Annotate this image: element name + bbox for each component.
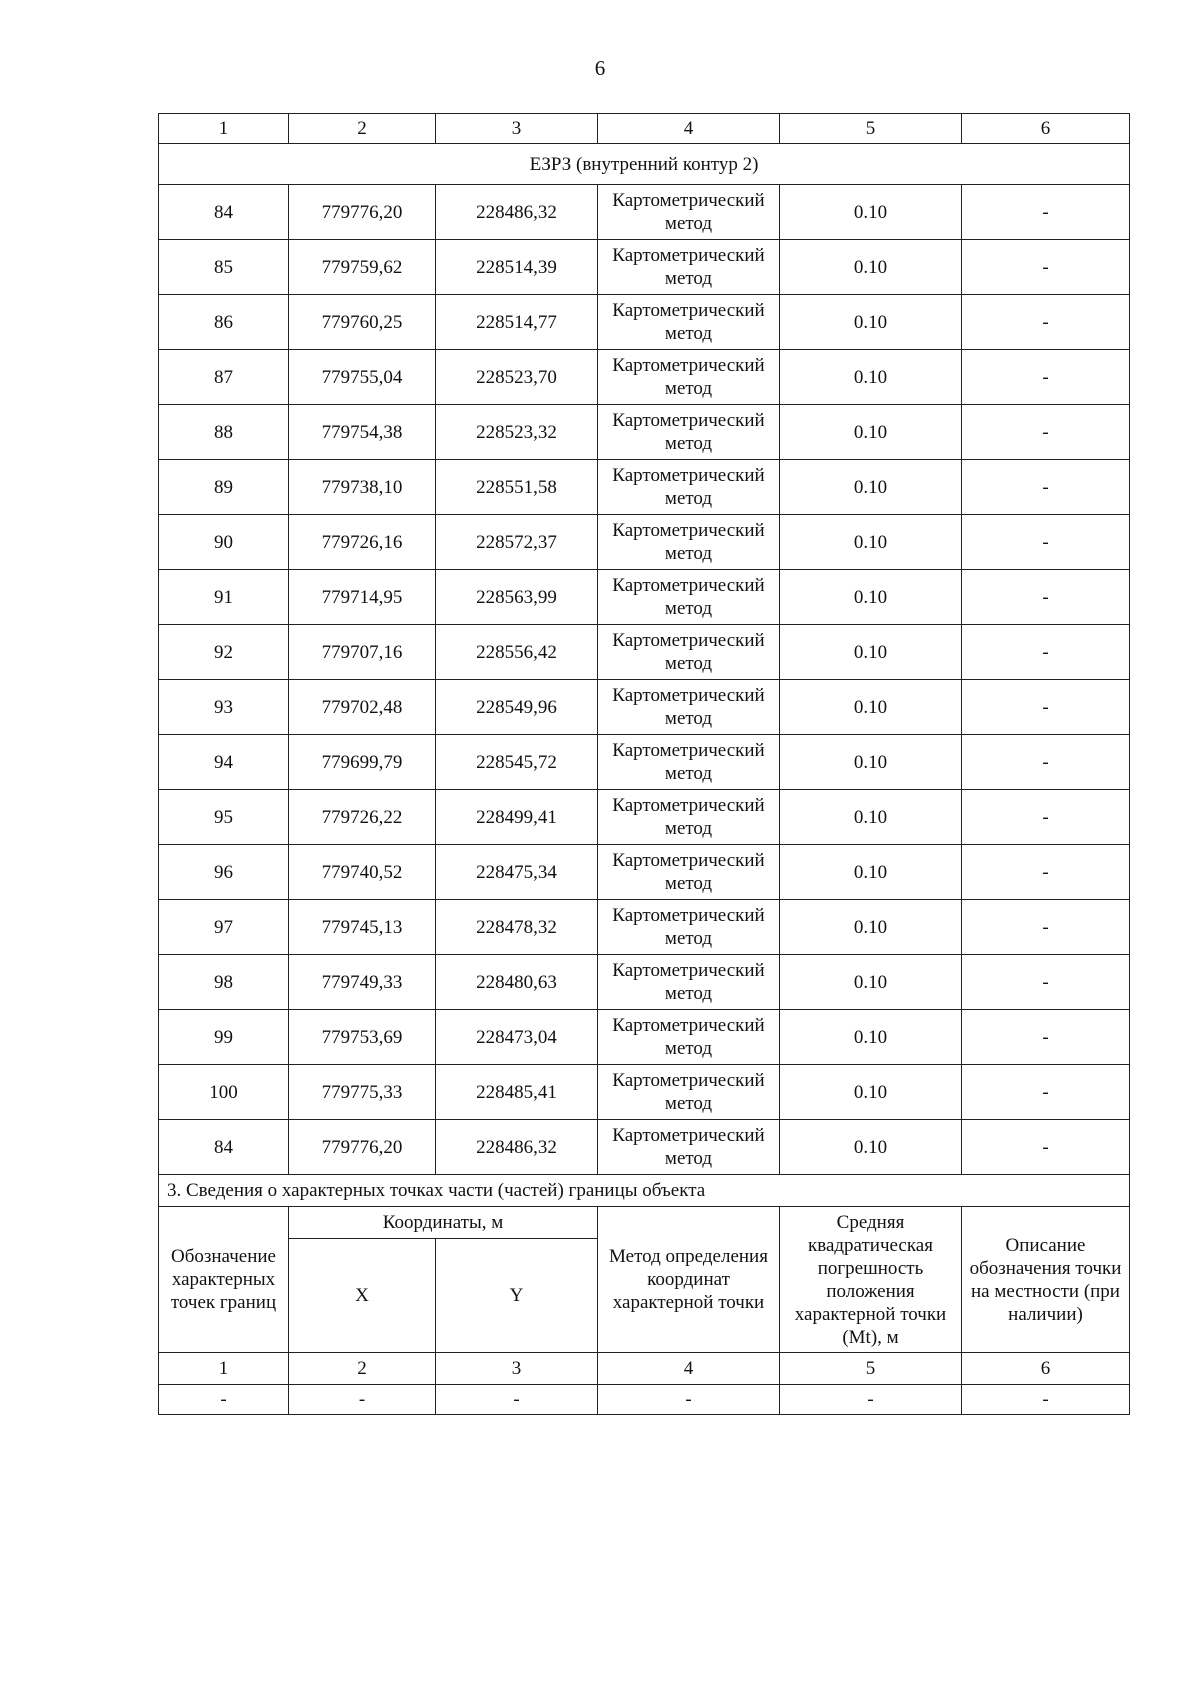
table-row xyxy=(159,680,1130,735)
description: - xyxy=(962,1065,1130,1120)
column-number: 6 xyxy=(962,114,1130,144)
section3-column-number-row xyxy=(159,1353,1130,1385)
point-id: 99 xyxy=(159,1010,289,1065)
coord-y: 228485,41 xyxy=(436,1065,598,1120)
coord-x: 779776,20 xyxy=(289,1120,436,1175)
point-id: 98 xyxy=(159,955,289,1010)
description: - xyxy=(962,790,1130,845)
coord-x: 779707,16 xyxy=(289,625,436,680)
point-id: 94 xyxy=(159,735,289,790)
accuracy-mt: 0.10 xyxy=(780,350,962,405)
section-title-row xyxy=(159,144,1130,185)
table-row xyxy=(159,240,1130,295)
method: Картометрический метод xyxy=(598,845,780,900)
coord-x: 779760,25 xyxy=(289,295,436,350)
column-number: 3 xyxy=(436,114,598,144)
coord-x: 779726,22 xyxy=(289,790,436,845)
point-id: 84 xyxy=(159,1120,289,1175)
method: Картометрический метод xyxy=(598,240,780,295)
accuracy-mt: 0.10 xyxy=(780,790,962,845)
coord-x: 779754,38 xyxy=(289,405,436,460)
column-number: 4 xyxy=(598,114,780,144)
header-mt: Средняя квадратическая погрешность положения характерной точки (Mt), м xyxy=(780,1207,962,1353)
accuracy-mt: 0.10 xyxy=(780,845,962,900)
coord-x: 779726,16 xyxy=(289,515,436,570)
accuracy-mt: 0.10 xyxy=(780,405,962,460)
point-id: 89 xyxy=(159,460,289,515)
point-id: 91 xyxy=(159,570,289,625)
coord-y: 228473,04 xyxy=(436,1010,598,1065)
coord-y: 228486,32 xyxy=(436,185,598,240)
description: - xyxy=(962,295,1130,350)
section3-title: 3. Сведения о характерных точках части (частей) границы объекта xyxy=(159,1175,1130,1207)
description: - xyxy=(962,900,1130,955)
accuracy-mt: 0.10 xyxy=(780,570,962,625)
accuracy-mt: 0.10 xyxy=(780,295,962,350)
point-id: 100 xyxy=(159,1065,289,1120)
coord-y: 228478,32 xyxy=(436,900,598,955)
coord-y: 228563,99 xyxy=(436,570,598,625)
description: - xyxy=(962,845,1130,900)
coord-x: 779755,04 xyxy=(289,350,436,405)
accuracy-mt: 0.10 xyxy=(780,1010,962,1065)
empty-cell: - xyxy=(159,1385,289,1415)
coord-y: 228556,42 xyxy=(436,625,598,680)
point-id: 87 xyxy=(159,350,289,405)
coord-y: 228523,32 xyxy=(436,405,598,460)
description: - xyxy=(962,680,1130,735)
column-number-row xyxy=(159,114,1130,144)
method: Картометрический метод xyxy=(598,680,780,735)
empty-cell: - xyxy=(598,1385,780,1415)
point-id: 92 xyxy=(159,625,289,680)
accuracy-mt: 0.10 xyxy=(780,515,962,570)
table-row xyxy=(159,625,1130,680)
coord-y: 228523,70 xyxy=(436,350,598,405)
table-row xyxy=(159,295,1130,350)
coord-y: 228572,37 xyxy=(436,515,598,570)
method: Картометрический метод xyxy=(598,185,780,240)
table-row xyxy=(159,570,1130,625)
empty-cell: - xyxy=(436,1385,598,1415)
method: Картометрический метод xyxy=(598,1065,780,1120)
column-number: 3 xyxy=(436,1353,598,1385)
coord-x: 779745,13 xyxy=(289,900,436,955)
point-id: 93 xyxy=(159,680,289,735)
coord-x: 779740,52 xyxy=(289,845,436,900)
header-coordinates: Координаты, м xyxy=(289,1207,598,1239)
method: Картометрический метод xyxy=(598,350,780,405)
point-id: 95 xyxy=(159,790,289,845)
table-row xyxy=(159,900,1130,955)
column-number: 4 xyxy=(598,1353,780,1385)
accuracy-mt: 0.10 xyxy=(780,955,962,1010)
table-row xyxy=(159,515,1130,570)
coord-x: 779714,95 xyxy=(289,570,436,625)
coord-y: 228545,72 xyxy=(436,735,598,790)
description: - xyxy=(962,735,1130,790)
method: Картометрический метод xyxy=(598,1120,780,1175)
empty-cell: - xyxy=(289,1385,436,1415)
coord-x: 779753,69 xyxy=(289,1010,436,1065)
coord-y: 228551,58 xyxy=(436,460,598,515)
section3-header-row-1 xyxy=(159,1207,1130,1239)
table-row xyxy=(159,185,1130,240)
column-number: 6 xyxy=(962,1353,1130,1385)
coord-x: 779738,10 xyxy=(289,460,436,515)
accuracy-mt: 0.10 xyxy=(780,900,962,955)
column-number: 5 xyxy=(780,1353,962,1385)
accuracy-mt: 0.10 xyxy=(780,240,962,295)
description: - xyxy=(962,1120,1130,1175)
empty-cell: - xyxy=(780,1385,962,1415)
point-id: 88 xyxy=(159,405,289,460)
header-designation: Обозначение характерных точек границ xyxy=(159,1207,289,1353)
accuracy-mt: 0.10 xyxy=(780,185,962,240)
column-number: 1 xyxy=(159,1353,289,1385)
coord-x: 779759,62 xyxy=(289,240,436,295)
point-id: 85 xyxy=(159,240,289,295)
table-row xyxy=(159,1010,1130,1065)
table-row xyxy=(159,1120,1130,1175)
method: Картометрический метод xyxy=(598,1010,780,1065)
description: - xyxy=(962,625,1130,680)
point-id: 84 xyxy=(159,185,289,240)
accuracy-mt: 0.10 xyxy=(780,735,962,790)
accuracy-mt: 0.10 xyxy=(780,1120,962,1175)
description: - xyxy=(962,240,1130,295)
header-method: Метод определения координат характерной точки xyxy=(598,1207,780,1353)
description: - xyxy=(962,185,1130,240)
coord-y: 228549,96 xyxy=(436,680,598,735)
table-row xyxy=(159,955,1130,1010)
method: Картометрический метод xyxy=(598,790,780,845)
coord-y: 228514,39 xyxy=(436,240,598,295)
coordinates-table xyxy=(158,113,1130,1415)
method: Картометрический метод xyxy=(598,460,780,515)
point-id: 97 xyxy=(159,900,289,955)
coord-x: 779775,33 xyxy=(289,1065,436,1120)
point-id: 86 xyxy=(159,295,289,350)
accuracy-mt: 0.10 xyxy=(780,625,962,680)
column-number: 1 xyxy=(159,114,289,144)
coord-x: 779776,20 xyxy=(289,185,436,240)
point-id: 96 xyxy=(159,845,289,900)
point-id: 90 xyxy=(159,515,289,570)
description: - xyxy=(962,1010,1130,1065)
header-y: Y xyxy=(436,1239,598,1353)
accuracy-mt: 0.10 xyxy=(780,680,962,735)
table-row xyxy=(159,735,1130,790)
table-row xyxy=(159,460,1130,515)
coord-y: 228475,34 xyxy=(436,845,598,900)
description: - xyxy=(962,570,1130,625)
coord-y: 228514,77 xyxy=(436,295,598,350)
table-row xyxy=(159,405,1130,460)
description: - xyxy=(962,955,1130,1010)
description: - xyxy=(962,515,1130,570)
method: Картометрический метод xyxy=(598,405,780,460)
section3-empty-row xyxy=(159,1385,1130,1415)
column-number: 5 xyxy=(780,114,962,144)
coord-y: 228480,63 xyxy=(436,955,598,1010)
coord-y: 228486,32 xyxy=(436,1120,598,1175)
table-row xyxy=(159,845,1130,900)
method: Картометрический метод xyxy=(598,900,780,955)
header-x: X xyxy=(289,1239,436,1353)
accuracy-mt: 0.10 xyxy=(780,1065,962,1120)
method: Картометрический метод xyxy=(598,570,780,625)
method: Картометрический метод xyxy=(598,735,780,790)
description: - xyxy=(962,460,1130,515)
method: Картометрический метод xyxy=(598,295,780,350)
accuracy-mt: 0.10 xyxy=(780,460,962,515)
header-description: Описание обозначения точки на местности (при наличии) xyxy=(962,1207,1130,1353)
description: - xyxy=(962,405,1130,460)
empty-cell: - xyxy=(962,1385,1130,1415)
page-number: 6 xyxy=(594,56,606,80)
coord-y: 228499,41 xyxy=(436,790,598,845)
coord-x: 779749,33 xyxy=(289,955,436,1010)
table-row xyxy=(159,350,1130,405)
coord-x: 779699,79 xyxy=(289,735,436,790)
table-row xyxy=(159,790,1130,845)
method: Картометрический метод xyxy=(598,625,780,680)
section3-title-row xyxy=(159,1175,1130,1207)
section-title: ЕЗРЗ (внутренний контур 2) xyxy=(159,144,1130,185)
description: - xyxy=(962,350,1130,405)
column-number: 2 xyxy=(289,114,436,144)
method: Картометрический метод xyxy=(598,955,780,1010)
method: Картометрический метод xyxy=(598,515,780,570)
table-row xyxy=(159,1065,1130,1120)
column-number: 2 xyxy=(289,1353,436,1385)
coord-x: 779702,48 xyxy=(289,680,436,735)
